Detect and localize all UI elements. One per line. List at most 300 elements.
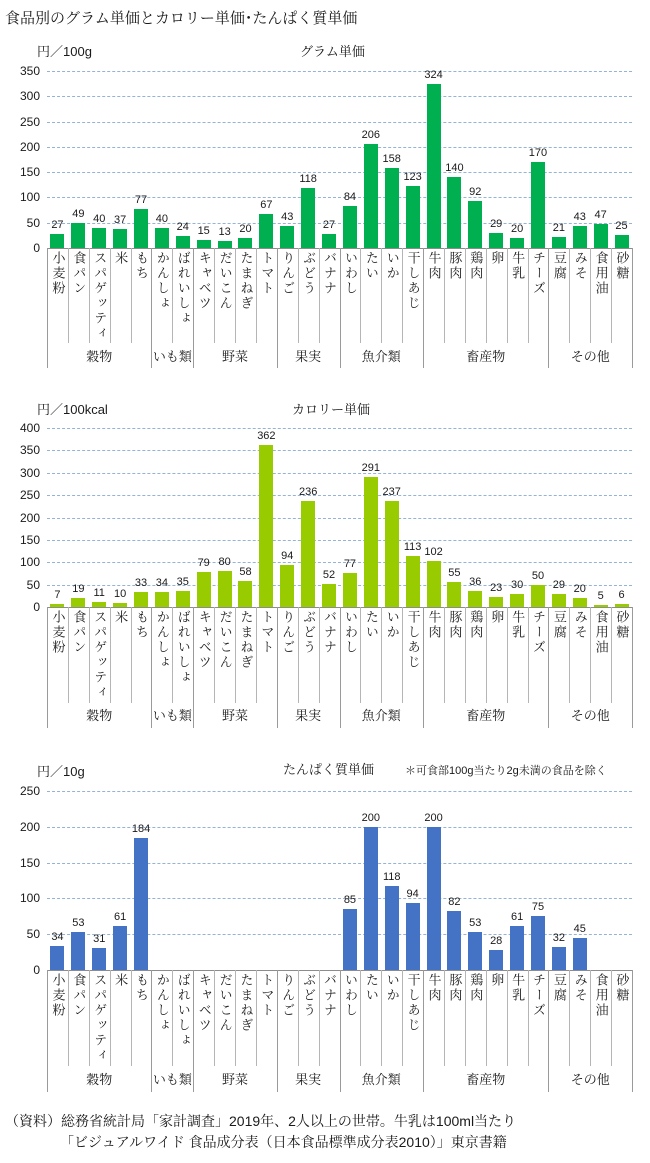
data-label: 30 [510,578,524,591]
category-divider [486,607,487,703]
bar [573,226,587,248]
data-label: 36 [469,575,482,588]
data-label: 200 [361,811,380,824]
category-divider [402,970,403,1066]
gridline [47,518,632,519]
data-label: 11 [93,587,105,600]
group-label: いも類 [152,708,192,723]
category-divider [89,248,90,343]
category-divider [444,970,445,1066]
category-label: 米 [113,610,129,625]
y-tick-label: 250 [19,784,40,798]
data-label: 82 [448,896,461,909]
category-label: キャベツ [196,251,212,311]
y-axis-unit-label: 円／100kcal [37,402,108,417]
category-label: いか [384,610,400,640]
data-label: 53 [469,917,482,930]
category-label: 鶏肉 [468,973,484,1003]
category-label: 牛乳 [510,251,526,281]
gridline [47,473,632,474]
category-label: チーズ [530,251,546,296]
bar [301,501,315,607]
gridline [47,791,632,792]
bar [71,223,85,248]
source-note-line-2: 「ビジュアルワイド 食品成分表（日本食品標準成分表2010）」東京書籍 [60,1134,507,1150]
category-label: ぶどう [301,973,317,1018]
data-label: 15 [197,225,210,238]
data-label: 113 [403,541,422,554]
chart-title: カロリー単価 [292,402,371,417]
category-label: 食用油 [593,251,609,296]
data-label: 34 [155,576,169,589]
group-label: 果実 [295,708,322,723]
category-label: トマト [259,251,275,296]
data-label: 237 [382,485,401,498]
data-label: 28 [490,934,503,947]
category-divider [235,248,236,343]
data-label: 29 [552,579,565,592]
category-divider [465,248,466,343]
category-label: 豚肉 [447,973,463,1003]
data-label: 31 [93,932,106,945]
gridline [47,71,632,72]
category-label: ぶどう [301,610,317,655]
data-label: 52 [322,568,336,581]
data-label: 40 [93,212,106,225]
category-divider [611,607,612,703]
category-label: かんしょ [154,610,170,670]
data-label: 37 [114,214,127,227]
bar [406,186,420,248]
category-label: たまねぎ [238,610,254,670]
category-label: スパゲッティ [92,610,108,700]
category-divider [590,607,591,703]
group-label: 畜産物 [466,349,506,364]
bar [552,947,566,970]
y-tick-label: 50 [26,927,40,942]
category-divider [360,248,361,343]
bar [197,572,211,607]
data-label: 27 [51,219,64,232]
group-label: 野菜 [222,1072,249,1087]
y-tick-label: 400 [19,421,40,435]
data-label: 25 [615,220,628,233]
data-label: 158 [382,153,401,166]
category-divider [298,607,299,703]
category-divider [319,970,320,1066]
data-label: 13 [218,226,231,239]
data-label: 92 [469,186,482,199]
category-divider [319,607,320,703]
category-divider [590,970,591,1066]
bar [280,226,294,248]
category-divider [381,607,382,703]
data-label: 291 [361,461,380,474]
data-label: 7 [54,588,61,601]
bar [343,573,357,607]
category-divider [465,970,466,1066]
bar [238,238,252,248]
category-label: 砂糖 [614,973,630,1003]
data-label: 21 [552,222,565,235]
bar [594,605,608,607]
data-label: 10 [114,587,127,600]
gridline [47,96,632,97]
category-label: だいこん [217,610,233,670]
category-divider [528,970,529,1066]
y-tick-label: 100 [19,555,40,570]
category-label: 干しあじ [405,251,421,311]
category-label: たまねぎ [238,251,254,311]
category-label: みそ [572,251,588,281]
group-label: 穀物 [86,1072,113,1087]
category-label: みそ [572,610,588,640]
y-tick-label: 0 [33,963,40,977]
data-label: 79 [197,556,210,569]
category-label: キャベツ [196,973,212,1033]
data-label: 55 [448,567,461,580]
category-label: 小麦粉 [50,251,66,296]
category-label: 鶏肉 [468,251,484,281]
category-label: ばれいしょ [175,973,191,1048]
y-axis-unit-label: 円／100g [37,44,92,59]
group-label: 野菜 [222,708,249,723]
gridline [47,122,632,123]
group-label: その他 [570,1072,610,1087]
gridline [47,450,632,451]
y-tick-label: 350 [19,64,40,78]
category-label: たい [363,610,379,640]
chart-title: グラム単価 [300,44,365,59]
data-label: 61 [510,911,524,924]
group-divider [632,248,633,368]
data-label: 102 [424,546,443,559]
bar [510,594,524,607]
category-divider [381,248,382,343]
bar [197,240,211,248]
data-label: 40 [155,212,169,225]
category-label: バナナ [322,973,338,1018]
category-divider [590,248,591,343]
y-tick-label: 150 [19,532,40,547]
category-label: ばれいしょ [175,610,191,685]
data-label: 85 [343,894,357,907]
category-label: りんご [280,610,296,655]
data-label: 67 [260,199,273,212]
category-label: たまねぎ [238,973,254,1033]
category-label: 牛肉 [426,610,442,640]
category-divider [486,248,487,343]
category-divider [256,248,257,343]
category-divider [256,607,257,703]
y-tick-label: 250 [19,114,40,129]
y-tick-label: 100 [19,190,40,205]
page-title: 食品別のグラム単価とカロリー単価･たんぱく質単価 [5,10,358,27]
group-label: 穀物 [86,708,113,723]
category-label: キャベツ [196,610,212,670]
category-label: いわし [342,973,358,1018]
data-label: 184 [131,823,151,836]
category-label: チーズ [530,610,546,655]
category-divider [569,607,570,703]
data-label: 75 [531,901,545,914]
category-divider [214,970,215,1066]
y-tick-label: 200 [19,139,40,154]
y-tick-label: 300 [19,89,40,104]
bar [113,603,127,607]
y-tick-label: 0 [33,241,40,255]
category-label: だいこん [217,973,233,1033]
bar [259,445,273,607]
bar [50,234,64,248]
category-divider [381,970,382,1066]
data-label: 94 [281,549,294,562]
category-divider [507,607,508,703]
data-label: 45 [573,922,586,935]
category-label: 食用油 [593,610,609,655]
bar [552,237,566,248]
category-label: みそ [572,973,588,1003]
category-label: いわし [342,251,358,296]
data-label: 84 [343,190,357,203]
category-divider [110,970,111,1066]
bar [176,591,190,607]
category-label: 豆腐 [551,610,567,640]
bar [134,592,148,607]
category-label: 砂糖 [614,610,630,640]
category-label: 砂糖 [614,251,630,281]
data-label: 33 [134,577,148,590]
data-label: 140 [445,162,464,175]
y-tick-label: 300 [19,465,40,480]
calorie-unit-price-chart [0,398,650,733]
category-divider [298,248,299,343]
category-divider [131,248,132,343]
bar [489,950,503,970]
data-label: 58 [239,566,252,579]
bar [615,235,629,248]
group-label: いも類 [152,349,192,364]
category-label: 卵 [489,251,505,266]
group-label: 穀物 [86,349,113,364]
data-label: 123 [403,170,422,183]
category-divider [214,607,215,703]
data-label: 5 [597,589,604,602]
y-tick-label: 200 [19,510,40,525]
data-label: 53 [72,917,85,930]
category-label: 卵 [489,610,505,625]
category-label: もち [134,610,150,640]
category-label: かんしょ [154,251,170,311]
data-label: 236 [298,486,318,499]
category-divider [528,607,529,703]
data-label: 47 [594,209,607,222]
category-label: 食パン [71,973,87,1018]
data-label: 27 [322,219,336,232]
category-label: かんしょ [154,973,170,1033]
bar [113,926,127,970]
bar [134,838,148,970]
group-label: いも類 [152,1072,192,1087]
category-label: 牛肉 [426,251,442,281]
data-label: 118 [299,173,317,186]
bar [406,556,420,607]
bar [301,188,315,248]
bar [280,565,294,607]
category-label: いわし [342,610,358,655]
bar [155,592,169,607]
category-label: 食パン [71,251,87,296]
bar [92,228,106,248]
gram-unit-price-chart [0,40,650,375]
group-label: 魚介類 [361,1072,401,1087]
group-label: 畜産物 [466,1072,506,1087]
bar [92,948,106,970]
category-divider [444,248,445,343]
category-label: りんご [280,973,296,1018]
category-label: 牛乳 [510,973,526,1003]
data-label: 6 [618,589,625,602]
protein-unit-price-chart [0,758,650,1098]
data-label: 32 [552,932,565,945]
category-label: 米 [113,973,129,988]
data-label: 206 [361,128,380,141]
category-label: たい [363,251,379,281]
data-label: 34 [51,930,64,943]
category-divider [319,248,320,343]
data-label: 20 [510,222,524,235]
category-divider [465,607,466,703]
category-label: いか [384,973,400,1003]
data-label: 324 [424,69,443,82]
data-label: 24 [176,220,189,233]
data-label: 49 [72,208,85,221]
group-divider [632,970,633,1092]
bar [406,903,420,970]
group-label: 魚介類 [361,349,401,364]
data-label: 77 [134,194,148,207]
group-label: 果実 [295,1072,322,1087]
y-tick-label: 200 [19,819,40,834]
data-label: 200 [424,811,443,824]
category-divider [110,607,111,703]
data-label: 94 [406,887,419,900]
category-divider [528,248,529,343]
category-label: 米 [113,251,129,266]
category-divider [507,970,508,1066]
category-label: 干しあじ [405,973,421,1033]
y-tick-label: 150 [19,855,40,870]
category-divider [89,607,90,703]
category-divider [235,607,236,703]
bar [573,938,587,970]
group-label: 野菜 [222,349,249,364]
category-divider [360,970,361,1066]
category-label: 豚肉 [447,251,463,281]
bar [50,604,64,607]
y-tick-label: 150 [19,165,40,180]
category-label: だいこん [217,251,233,311]
gridline [47,540,632,541]
category-divider [611,970,612,1066]
category-label: トマト [259,973,275,1018]
category-label: 小麦粉 [50,973,66,1018]
category-label: ぶどう [301,251,317,296]
bar [218,241,232,248]
data-label: 43 [281,211,294,224]
bar [238,581,252,607]
category-label: 牛乳 [510,610,526,640]
bar [113,229,127,248]
group-label: 畜産物 [466,708,506,723]
category-label: バナナ [322,610,338,655]
category-label: バナナ [322,251,338,296]
group-divider [632,607,633,728]
category-divider [172,607,173,703]
category-label: 卵 [489,973,505,988]
chart-title: たんぱく質単価 [283,762,375,777]
bar [489,597,503,607]
bar [92,602,106,607]
category-divider [131,607,132,703]
data-label: 29 [490,218,503,231]
data-label: 50 [531,569,545,582]
category-label: チーズ [530,973,546,1018]
group-label: その他 [570,708,610,723]
category-divider [569,248,570,343]
data-label: 20 [573,583,586,596]
data-label: 61 [114,911,127,924]
data-label: 362 [257,430,276,442]
bar [343,909,357,970]
category-label: 干しあじ [405,610,421,670]
category-divider [89,970,90,1066]
data-label: 43 [573,211,586,224]
y-tick-label: 50 [26,215,40,230]
group-label: 魚介類 [361,708,401,723]
category-divider [131,970,132,1066]
category-label: ばれいしょ [175,251,191,326]
category-label: 小麦粉 [50,610,66,655]
category-divider [486,970,487,1066]
category-label: スパゲッティ [92,251,108,341]
data-label: 23 [490,581,503,594]
bar [615,604,629,607]
category-label: 牛肉 [426,973,442,1003]
bar [510,238,524,248]
category-divider [507,248,508,343]
category-divider [611,248,612,343]
category-label: もち [134,973,150,1003]
chart-note: ＊可食部100g当たり2g未満の食品を除く [405,765,607,777]
group-label: 果実 [295,349,322,364]
gridline [47,428,632,429]
data-label: 170 [528,147,548,160]
data-label: 80 [218,556,231,569]
category-label: 食パン [71,610,87,655]
bar [322,234,336,248]
category-divider [214,248,215,343]
category-divider [110,248,111,343]
category-label: スパゲッティ [92,973,108,1063]
category-label: トマト [259,610,275,655]
category-label: 豚肉 [447,610,463,640]
category-label: いか [384,251,400,281]
category-divider [68,607,69,703]
category-divider [68,970,69,1066]
data-label: 20 [239,222,252,235]
category-divider [360,607,361,703]
